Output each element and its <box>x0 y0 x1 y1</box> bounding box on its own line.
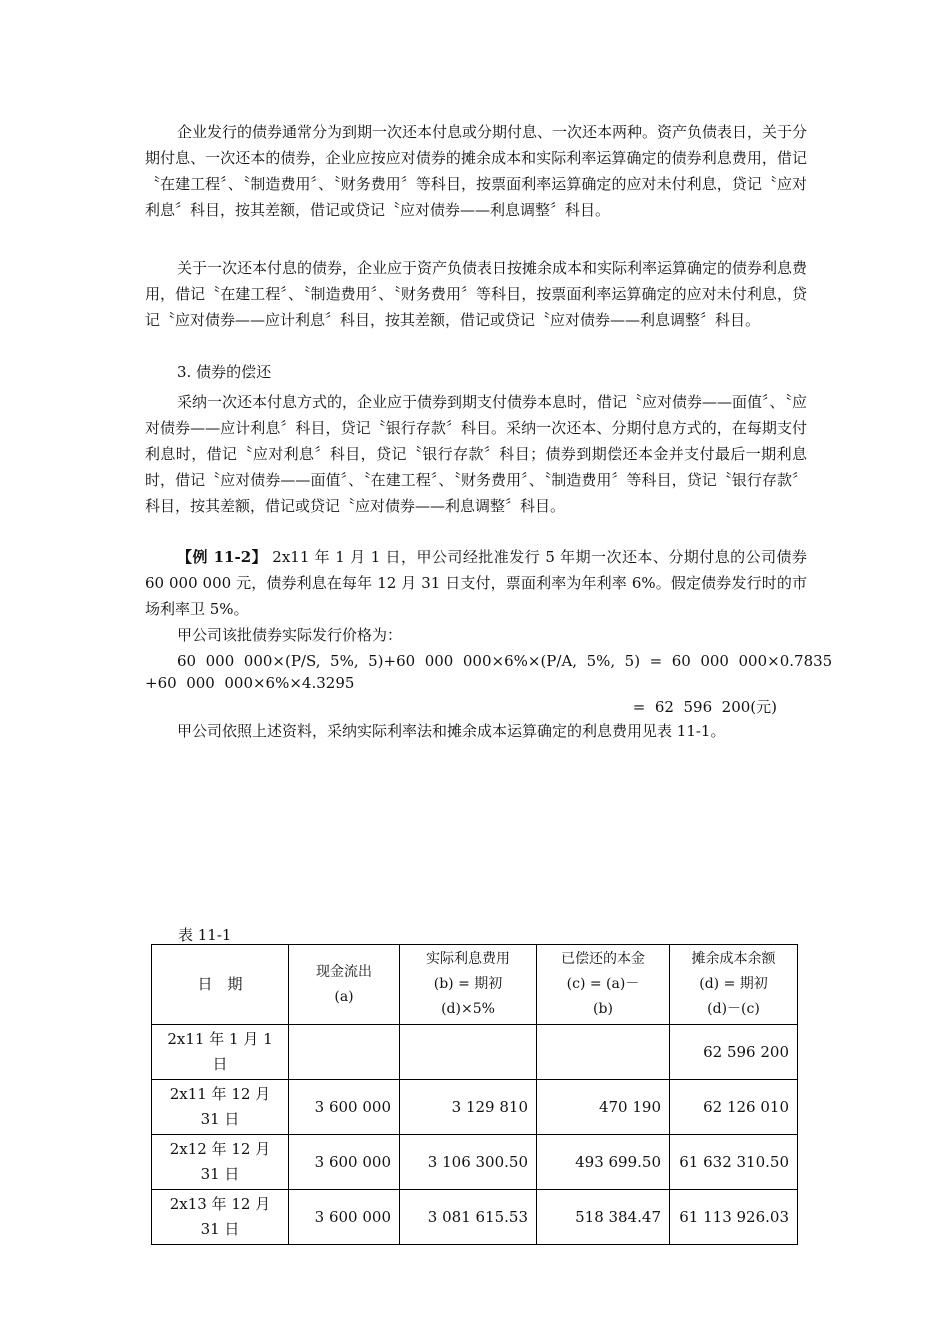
cell-date: 2x11 年 1 月 1 日 <box>152 1025 289 1080</box>
example-text: 2x11 年 1 月 1 日，甲公司经批准发行 5 年期一次还本、分期付息的公司债券 60 000 000 元，债券利息在每年 12 月 31 日支付，票面利率为年利率 6%。假定债券发行时的市场利率卫 5%。 <box>145 548 812 618</box>
table-row <box>152 1080 798 1135</box>
cell-interest: 3 081 615.53 <box>400 1190 537 1245</box>
cell-principal: 470 190 <box>537 1080 670 1135</box>
cell-cash: 3 600 000 <box>289 1080 400 1135</box>
cell-interest <box>400 1025 537 1080</box>
table-caption: 表 11-1 <box>178 926 232 944</box>
paragraph-lump-sum: 关于一次还本付息的债券，企业应于资产负债表日按摊余成本和实际利率运算确定的债券利息费用，借记〝在建工程〞、〝制造费用〞、〝财务费用〞等科目，按票面利率运算确定的应对未付利息，贷记〝应对债券——应计利息〞科目，按其差额，借记或贷记〝应对债券——利息调整〞科目。 <box>145 259 808 329</box>
table-header-row <box>152 945 798 1025</box>
cell-principal: 518 384.47 <box>537 1190 670 1245</box>
cell-cash: 3 600 000 <box>289 1190 400 1245</box>
paragraph-issue-price: 甲公司该批债券实际发行价格为： <box>177 626 403 644</box>
cell-date: 2x11 年 12 月 31 日 <box>152 1080 289 1135</box>
formula-line-2: +60 000 000×6%×4.3295 <box>145 674 355 692</box>
section-heading-repayment: 3. 债券的偿还 <box>177 363 272 381</box>
cell-balance: 61 632 310.50 <box>670 1135 798 1190</box>
cell-balance: 62 596 200 <box>670 1025 798 1080</box>
paragraph-example <box>145 544 812 622</box>
cell-interest: 3 106 300.50 <box>400 1135 537 1190</box>
header-principal-repaid: 已偿还的本金 (c) = (a)－ (b) <box>537 945 670 1025</box>
cell-cash: 3 600 000 <box>289 1135 400 1190</box>
table-row <box>152 1190 798 1245</box>
table-row <box>152 1135 798 1190</box>
paragraph-issuance: 企业发行的债券通常分为到期一次还本付息或分期付息、一次还本两种。资产负债表日，关于分期付息、一次还本的债券，企业应按应对债券的摊余成本和实际利率运算确定的债券利息费用，借记〝在建工程〞、〝制造费用〞、〝财务费用〞等科目，按票面利率运算确定的应对未付利息，贷记〝应对利息〞科目，按其差额，借记或贷记〝应对债券——利息调整〞科目。 <box>145 123 808 219</box>
header-date: 日 期 <box>152 945 289 1025</box>
header-amortized-balance: 摊余成本余额 (d) = 期初 (d)－(c) <box>670 945 798 1025</box>
cell-principal: 493 699.50 <box>537 1135 670 1190</box>
table-row <box>152 1025 798 1080</box>
cell-cash <box>289 1025 400 1080</box>
header-cash-outflow: 现金流出 (a) <box>289 945 400 1025</box>
example-label: 【例 11-2】 <box>177 548 268 566</box>
cell-principal <box>537 1025 670 1080</box>
cell-date: 2x13 年 12 月 31 日 <box>152 1190 289 1245</box>
cell-date: 2x12 年 12 月 31 日 <box>152 1135 289 1190</box>
cell-balance: 62 126 010 <box>670 1080 798 1135</box>
paragraph-repayment: 采纳一次还本付息方式的，企业应于债券到期支付债券本息时，借记〝应对债券——面值〞、〝应对债券——应计利息〞科目，贷记〝银行存款〞科目。采纳一次还本、分期付息方式的，在每期支付利息时，借记〝应对利息〞科目，贷记〝银行存款〞科目；债券到期偿还本金并支付最后一期利息时，借记〝应对债券——面值〞、〝在建工程〞、〝财务费用〞、〝制造费用〞等科目，贷记〝银行存款〞科目，按其差额，借记或贷记〝应对债券——利息调整〞科目。 <box>145 393 808 515</box>
amortization-table <box>151 944 798 1245</box>
paragraph-table-intro: 甲公司依照上述资料，采纳实际利率法和摊余成本运算确定的利息费用见表 11-1。 <box>177 722 726 740</box>
formula-result: = 62 596 200(元) <box>632 698 777 716</box>
header-interest-expense: 实际利息费用 (b) = 期初 (d)×5% <box>400 945 537 1025</box>
formula-line-1: 60 000 000×(P/S, 5%, 5)+60 000 000×6%×(P/A, 5%, 5) = 60 000 000×0.7835 <box>177 652 833 670</box>
cell-balance: 61 113 926.03 <box>670 1190 798 1245</box>
cell-interest: 3 129 810 <box>400 1080 537 1135</box>
